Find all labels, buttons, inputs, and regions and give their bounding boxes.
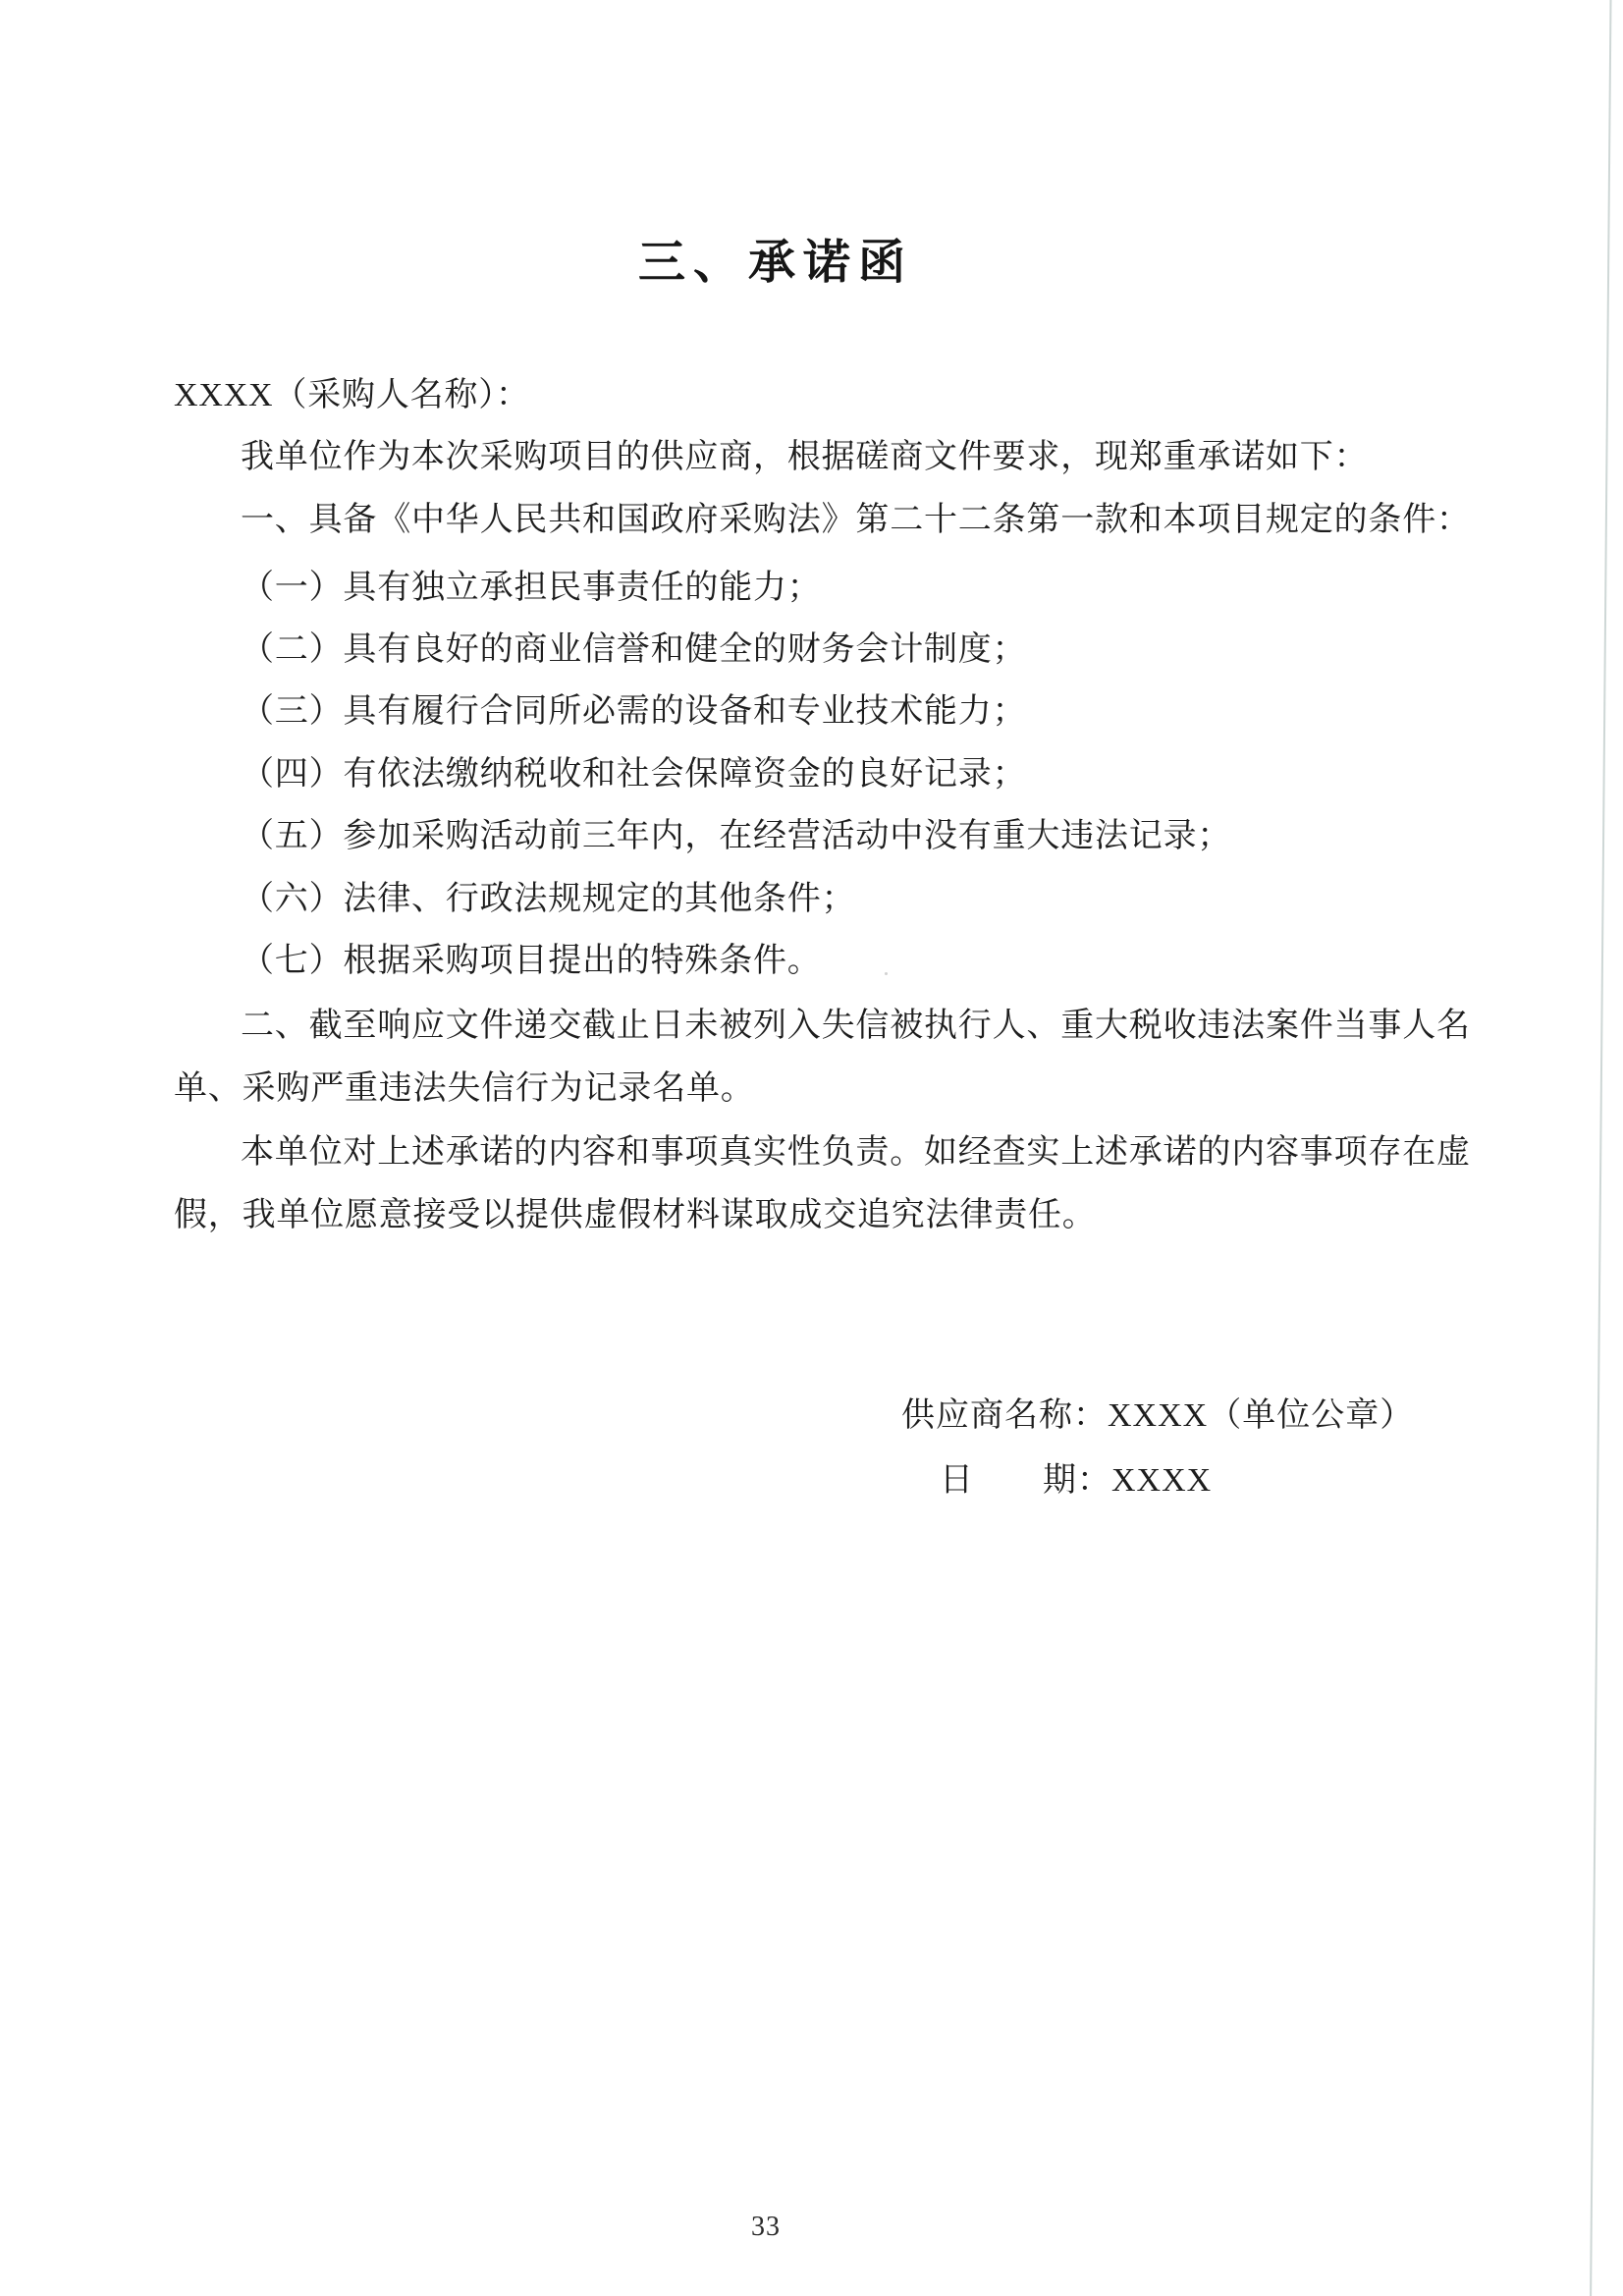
clause-1-item-3: （三）具有履行合同所必需的设备和专业技术能力；: [241, 693, 1027, 730]
clause-1-heading: 一、具备《中华人民共和国政府采购法》第二十二条第一款和本项目规定的条件：: [241, 502, 1471, 538]
supplier-name-line: 供应商名称：XXXX（单位公章）: [901, 1397, 1415, 1434]
salutation-line: XXXX（采购人名称）：: [174, 377, 530, 413]
intro-paragraph: 我单位作为本次采购项目的供应商，根据磋商文件要求，现郑重承诺如下：: [241, 439, 1369, 475]
clause-1-item-1: （一）具有独立承担民事责任的能力；: [241, 570, 822, 606]
scan-speck: [587, 639, 590, 642]
clause-2-line-1: 二、截至响应文件递交截止日未被列入失信被执行人、重大税收违法案件当事人名: [241, 1008, 1471, 1044]
clause-1-item-7: （七）根据采购项目提出的特殊条件。: [241, 943, 822, 979]
clause-1-item-4: （四）有依法缴纳税收和社会保障资金的良好记录；: [241, 756, 1027, 793]
clause-2-line-2: 单、采购严重违法失信行为记录名单。: [174, 1070, 755, 1107]
clause-1-item-2: （二）具有良好的商业信誉和健全的财务会计制度；: [241, 631, 1027, 668]
page-number: 33: [751, 2212, 781, 2242]
clause-1-item-6: （六）法律、行政法规规定的其他条件；: [241, 881, 856, 917]
date-line: 日 期：XXXX: [940, 1462, 1213, 1499]
page-title: 三、承诺函: [637, 237, 913, 289]
clause-1-item-5: （五）参加采购活动前三年内，在经营活动中没有重大违法记录；: [241, 818, 1232, 854]
scan-artifact-line: [1590, 0, 1612, 2296]
closing-line-2: 假，我单位愿意接受以提供虚假材料谋取成交追究法律责任。: [174, 1197, 1097, 1233]
closing-line-1: 本单位对上述承诺的内容和事项真实性负责。如经查实上述承诺的内容事项存在虚: [241, 1134, 1471, 1171]
scan-speck: [885, 972, 888, 975]
